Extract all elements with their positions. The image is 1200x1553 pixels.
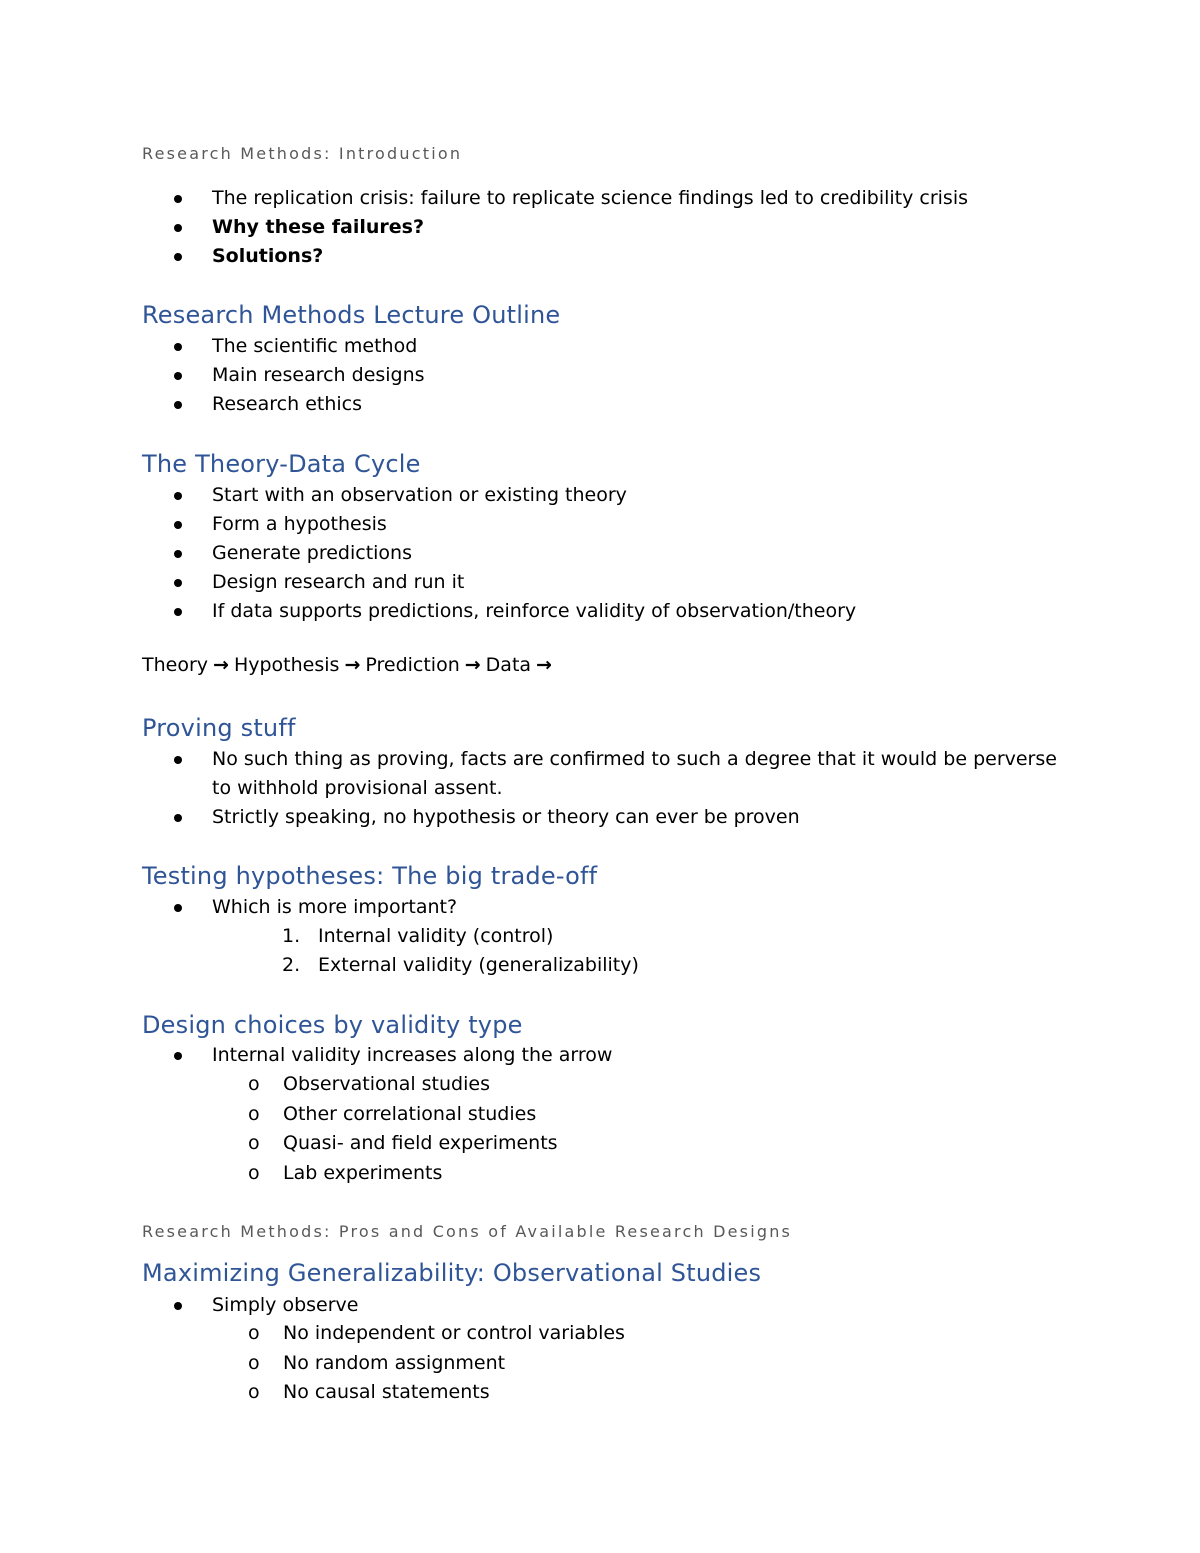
intro-bullet-list	[212, 184, 968, 271]
list-item: o No causal statements	[283, 1378, 625, 1408]
heading-lecture-outline: Research Methods Lecture Outline	[142, 301, 561, 329]
design-sub-list	[283, 1070, 558, 1188]
list-item: Solutions?	[212, 242, 968, 271]
list-item: Simply observe	[212, 1291, 359, 1320]
list-item: Strictly speaking, no hypothesis or theory can ever be proven	[212, 803, 1062, 832]
arrow-right-icon: →	[344, 654, 361, 676]
list-item: o No random assignment	[283, 1349, 625, 1379]
heading-theory-data-cycle: The Theory-Data Cycle	[142, 450, 421, 478]
list-item: The scientific method	[212, 332, 425, 361]
list-item-text: Internal validity (control)	[318, 925, 554, 947]
list-item: o Observational studies	[283, 1070, 558, 1100]
design-bullet-list	[212, 1041, 612, 1070]
testing-bullet-list	[212, 893, 457, 922]
cycle-bullet-list	[212, 481, 856, 626]
list-item: The replication crisis: failure to replicate science findings led to credibility crisis	[212, 184, 968, 213]
list-item-text: External validity (generalizability)	[318, 954, 639, 976]
list-item: Why these failures?	[212, 213, 968, 242]
flow-step-prediction: Prediction	[365, 654, 460, 676]
list-item: Start with an observation or existing theory	[212, 481, 856, 510]
heading-testing-hypotheses: Testing hypotheses: The big trade-off	[142, 862, 598, 890]
arrow-right-icon: →	[536, 654, 552, 676]
observational-sub-list	[283, 1319, 625, 1408]
heading-observational-studies: Maximizing Generalizability: Observational Studies	[142, 1259, 762, 1287]
list-item: Internal validity increases along the arrow	[212, 1041, 612, 1070]
list-item: Which is more important?	[212, 893, 457, 922]
list-item: Form a hypothesis	[212, 510, 856, 539]
heading-proving-stuff: Proving stuff	[142, 714, 296, 742]
list-item	[282, 951, 639, 980]
list-marker: 2.	[282, 954, 301, 976]
list-item: If data supports predictions, reinforce validity of observation/theory	[212, 597, 856, 626]
list-item: Generate predictions	[212, 539, 856, 568]
list-item: Main research designs	[212, 361, 425, 390]
heading-design-choices: Design choices by validity type	[142, 1011, 523, 1039]
section-title-pros-cons: Research Methods: Pros and Cons of Available Research Designs	[142, 1222, 793, 1241]
list-item: No such thing as proving, facts are confirmed to such a degree that it would be perverse to withhold provisional assent.	[212, 745, 1062, 803]
flow-step-hypothesis: Hypothesis	[233, 654, 340, 676]
theory-flow-line	[142, 654, 557, 676]
observational-bullet-list	[212, 1291, 359, 1320]
arrow-right-icon: →	[464, 654, 481, 676]
list-item: Research ethics	[212, 390, 425, 419]
list-item: o Quasi- and field experiments	[283, 1129, 558, 1159]
section-title-introduction: Research Methods: Introduction	[142, 144, 463, 163]
list-item: Design research and run it	[212, 568, 856, 597]
arrow-right-icon: →	[213, 654, 229, 676]
list-item: o No independent or control variables	[283, 1319, 625, 1349]
list-item: o Other correlational studies	[283, 1100, 558, 1130]
list-marker: 1.	[282, 925, 301, 947]
outline-bullet-list	[212, 332, 425, 419]
list-item: o Lab experiments	[283, 1159, 558, 1189]
testing-numbered-list	[282, 922, 639, 980]
flow-step-theory: Theory	[142, 654, 209, 676]
flow-step-data: Data	[485, 654, 532, 676]
list-item	[282, 922, 639, 951]
proving-bullet-list	[212, 745, 1062, 832]
